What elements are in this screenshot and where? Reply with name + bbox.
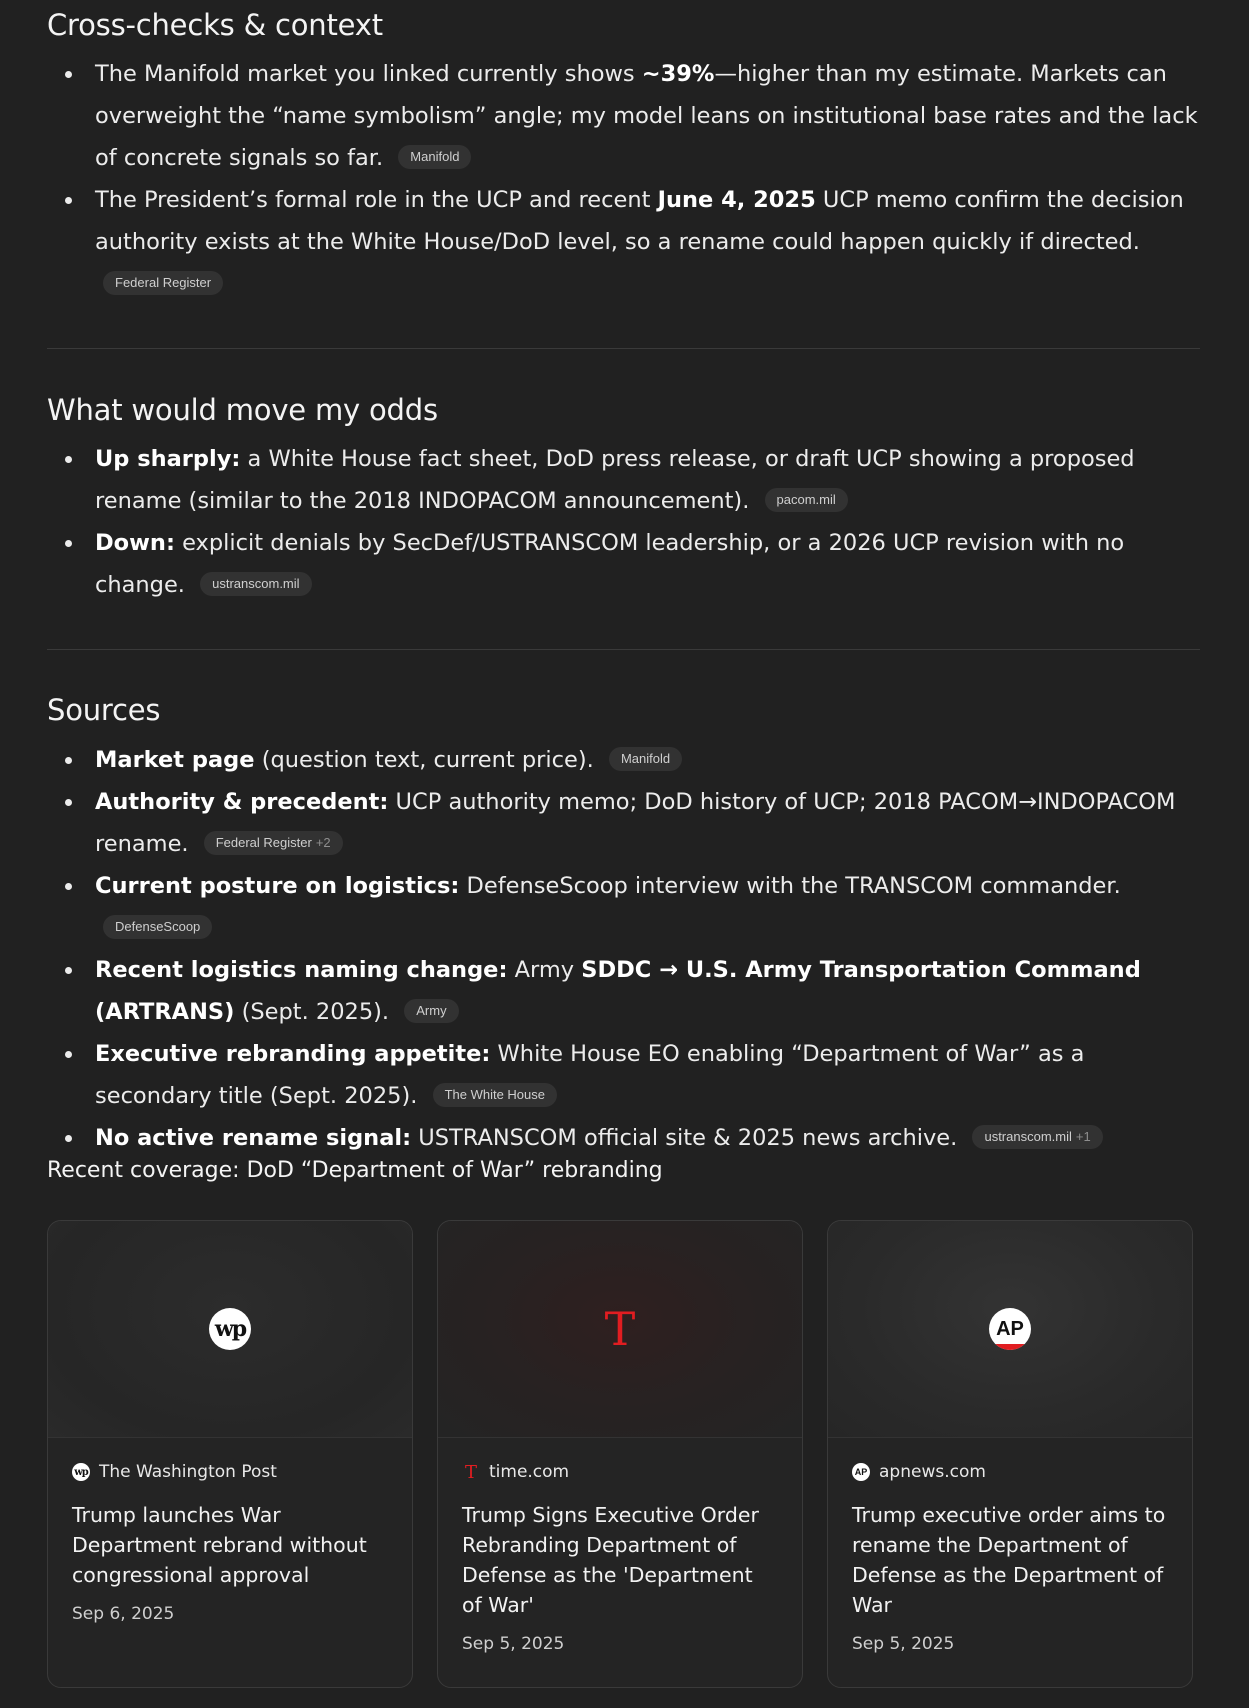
card-source: AP apnews.com (852, 1462, 1168, 1482)
citation-pill-army[interactable]: Army (404, 999, 458, 1023)
list-item: Current posture on logistics: DefenseScoop interview with the TRANSCOM commander. DefenseScoop (47, 865, 1207, 949)
citation-pill-ustranscom[interactable]: ustranscom.mil +1 (972, 1125, 1102, 1149)
section-divider (47, 649, 1200, 650)
list-item: The President’s formal role in the UCP and recent June 4, 2025 UCP memo confirm the decision authority exists at the White House/DoD level, so a rename could happen quickly if directed. Federal Register (47, 179, 1207, 305)
citation-pill-federal-register[interactable]: Federal Register +2 (204, 831, 343, 855)
sources-heading: Sources (47, 693, 161, 727)
card-headline: Trump launches War Department rebrand without congressional approval (72, 1503, 367, 1587)
coverage-heading: Recent coverage: DoD “Department of War” rebranding (47, 1158, 663, 1183)
washington-post-favicon-icon: wp (72, 1463, 90, 1481)
citation-pill-manifold[interactable]: Manifold (398, 145, 471, 169)
citation-pill-defensescoop[interactable]: DefenseScoop (103, 915, 212, 939)
card-media (438, 1221, 802, 1438)
time-logo-icon: T (604, 1302, 636, 1356)
list-item: Market page (question text, current price). Manifold (47, 739, 1207, 781)
list-item: Recent logistics naming change: Army SDDC → U.S. Army Transportation Command (ARTRANS) (Sept. 2025). Army (47, 949, 1207, 1033)
citation-pill-white-house[interactable]: The White House (433, 1083, 557, 1107)
card-date: Sep 5, 2025 (852, 1634, 955, 1654)
cross-checks-list (47, 53, 1207, 305)
citation-pill-manifold[interactable]: Manifold (609, 747, 682, 771)
citation-pill-ustranscom[interactable]: ustranscom.mil (200, 572, 311, 596)
news-card[interactable] (437, 1220, 803, 1688)
card-media (48, 1221, 412, 1438)
card-source: T time.com (462, 1462, 778, 1482)
card-date: Sep 5, 2025 (462, 1634, 565, 1654)
sources-list (47, 739, 1207, 1159)
card-body (48, 1438, 412, 1624)
news-card[interactable] (827, 1220, 1193, 1688)
card-body (438, 1438, 802, 1654)
odds-heading: What would move my odds (47, 393, 438, 427)
citation-pill-pacom[interactable]: pacom.mil (765, 488, 848, 512)
card-headline: Trump Signs Executive Order Rebranding Department of Defense as the 'Department of War' (462, 1503, 759, 1617)
list-item: No active rename signal: USTRANSCOM official site & 2025 news archive. ustranscom.mil +1 (47, 1117, 1207, 1159)
list-item: Down: explicit denials by SecDef/USTRANSCOM leadership, or a 2026 UCP revision with no change. ustranscom.mil (47, 522, 1207, 606)
list-item: Authority & precedent: UCP authority memo; DoD history of UCP; 2018 PACOM→INDOPACOM rename. Federal Register +2 (47, 781, 1207, 865)
section-divider (47, 348, 1200, 349)
card-source: wp The Washington Post (72, 1462, 388, 1482)
time-favicon-icon: T (464, 1461, 477, 1483)
news-card[interactable] (47, 1220, 413, 1688)
list-item: Up sharply: a White House fact sheet, DoD press release, or draft UCP showing a proposed rename (similar to the 2018 INDOPACOM announcement). pacom.mil (47, 438, 1207, 522)
odds-list (47, 438, 1207, 606)
card-date: Sep 6, 2025 (72, 1604, 175, 1624)
card-media (828, 1221, 1192, 1438)
list-item: Executive rebranding appetite: White House EO enabling “Department of War” as a secondary title (Sept. 2025). The White House (47, 1033, 1207, 1117)
card-headline: Trump executive order aims to rename the Department of Defense as the Department of War (852, 1503, 1166, 1617)
ap-logo-icon: AP (989, 1308, 1031, 1350)
citation-pill-federal-register[interactable]: Federal Register (103, 271, 223, 295)
ap-favicon-icon: AP (852, 1463, 870, 1481)
list-item: The Manifold market you linked currently shows ~39%—higher than my estimate. Markets can overweight the “name symbolism” angle; my model leans on institutional base rates and the lack of concrete signals so far. Manifold (47, 53, 1207, 179)
card-body (828, 1438, 1192, 1654)
washington-post-logo-icon: wp (209, 1308, 251, 1350)
cross-checks-heading: Cross-checks & context (47, 8, 383, 42)
